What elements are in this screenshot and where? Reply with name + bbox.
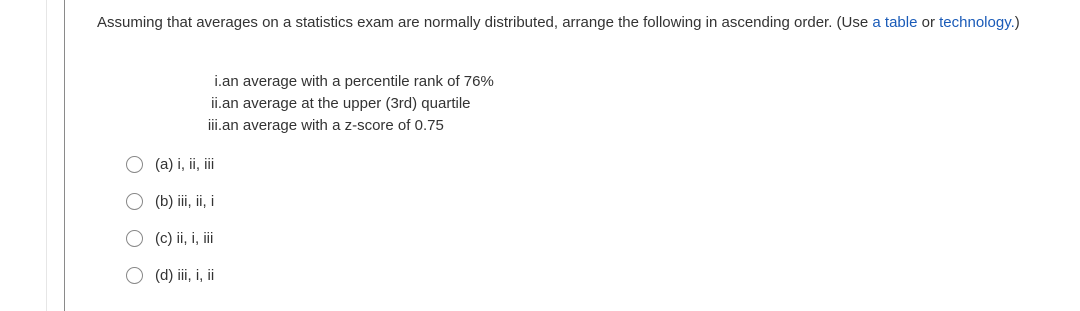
option-a[interactable] — [126, 146, 214, 183]
page-divider — [64, 0, 65, 311]
option-label: (c) ii, i, iii — [155, 230, 214, 247]
question-text-part1: Assuming that averages on a statistics exam are normally distributed, arrange the following in ascending order. (Use — [97, 14, 873, 31]
question-text-part2: or — [917, 14, 940, 31]
option-b[interactable] — [126, 183, 214, 220]
option-label: (b) iii, ii, i — [155, 193, 215, 210]
statement-number: ii. — [211, 95, 222, 112]
option-label: (a) i, ii, iii — [155, 156, 215, 173]
statement-number: i. — [214, 73, 222, 90]
statement-text: an average with a percentile rank of 76% — [222, 73, 494, 90]
statement-item — [200, 115, 494, 137]
option-label: (d) iii, i, ii — [155, 267, 215, 284]
question-text — [97, 12, 1037, 34]
statement-list — [200, 71, 494, 137]
statement-number: iii. — [207, 117, 222, 134]
radio-button[interactable] — [126, 230, 143, 247]
technology-link[interactable]: technology. — [939, 14, 1015, 31]
radio-button[interactable] — [126, 156, 143, 173]
page-divider-faint — [46, 0, 47, 311]
radio-button[interactable] — [126, 193, 143, 210]
statement-item — [200, 93, 494, 115]
table-link[interactable]: a table — [872, 14, 918, 31]
question-text-part3: ) — [1014, 14, 1020, 31]
answer-options — [126, 146, 214, 294]
statement-text: an average with a z-score of 0.75 — [222, 117, 444, 134]
radio-button[interactable] — [126, 267, 143, 284]
statement-item — [200, 71, 494, 93]
statement-text: an average at the upper (3rd) quartile — [222, 95, 471, 112]
option-d[interactable] — [126, 257, 214, 294]
option-c[interactable] — [126, 220, 214, 257]
